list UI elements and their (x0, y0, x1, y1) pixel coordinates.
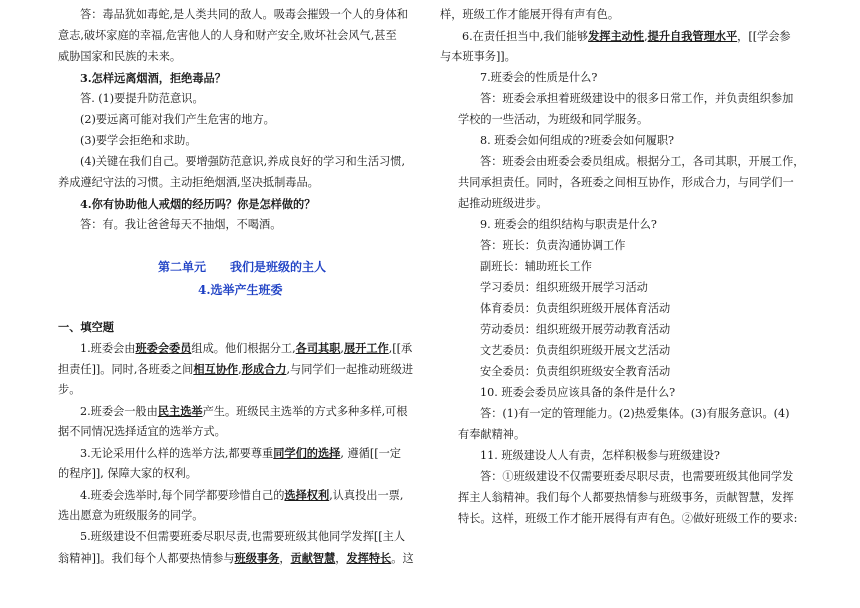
answer-blank: 展开工作 (343, 341, 389, 355)
answer-blank: 同学们的选择 (273, 446, 341, 460)
text-line: 体育委员：负责组织班级开展体育活动 (480, 302, 671, 315)
text-line: 答：班委会承担着班级建设中的很多日常工作，并负责组织参加 (480, 92, 794, 105)
answer-blank: 班级事务 (234, 551, 280, 565)
text-line: 共同承担责任。同时，各班委之间相互协作，形成合力，与同学们一 (458, 176, 794, 189)
answer-blank: 民主选举 (157, 404, 203, 418)
text-line: 答：毒品犹如毒蛇,是人类共同的敌人。吸毒会摧毁一个人的身体和 (80, 8, 408, 21)
answer-blank: 发挥主动性 (588, 29, 645, 43)
text-line: 的程序]], 保障大家的权利。 (58, 467, 197, 480)
answer-blank: 班委会委员 (135, 341, 192, 355)
text-line: 11. 班级建设人人有责，怎样积极参与班级建设? (480, 449, 720, 462)
answer-blank: 相互协作 (193, 362, 239, 376)
answer-blank: 各司其职 (295, 341, 341, 355)
text-line: 1.班委会由班委会委员组成。他们根据分工,各司其职,展开工作,[[承 (80, 341, 413, 355)
text-line: 意志,破坏家庭的幸福,危害他人的人身和财产安全,败坏社会风气,甚至 (58, 29, 397, 42)
text-line: 翁精神]]。我们每个人都要热情参与班级事务，贡献智慧，发挥特长。这 (58, 551, 414, 565)
text-line: 9. 班委会的组织结构与职责是什么? (480, 218, 657, 231)
text-line: 答：(1)有一定的管理能力。(2)热爱集体。(3)有服务意识。(4) (480, 407, 790, 420)
section-heading: 第二单元 我们是班级的主人 (158, 260, 327, 274)
answer-blank: 形成合力 (241, 362, 287, 376)
text-line: 起推动班级进步。 (458, 197, 548, 210)
answer-blank: 选择权利 (284, 488, 330, 502)
answer-blank: 提升自我管理水平 (647, 29, 738, 43)
text-line: 有奉献精神。 (458, 428, 526, 441)
text-line: 6.在责任担当中,我们能够发挥主动性,提升自我管理水平，[[学会参 (462, 29, 791, 43)
text-line: 特长。这样，班级工作才能开展得有声有色。②做好班级工作的要求: (458, 512, 798, 525)
text-line: 答. (1)要提升防范意识。 (80, 92, 204, 105)
text-line: 担责任]]。同时,各班委之间相互协作,形成合力,与同学们一起推动班级进 (58, 362, 414, 376)
text-line: 副班长：辅助班长工作 (480, 260, 592, 273)
text-line: 劳动委员：组织班级开展劳动教育活动 (480, 323, 671, 336)
text-line: 答：班委会由班委会委员组成。根据分工，各司其职，开展工作， (480, 155, 805, 168)
text-line: 学校的一些活动，为班级和同学服务。 (458, 113, 649, 126)
text-line: 学习委员：组织班级开展学习活动 (480, 281, 648, 294)
question-line: 3.怎样远离烟酒，拒绝毒品？ (80, 71, 226, 85)
text-line: 3.无论采用什么样的选举方法,都要尊重同学们的选择, 遵循[[一定 (80, 446, 401, 460)
text-line: 文艺委员：负责组织班级开展文艺活动 (480, 344, 671, 357)
text-line: 7.班委会的性质是什么? (480, 71, 598, 84)
text-line: 答：班长：负责沟通协调工作 (480, 239, 626, 252)
text-line: 步。 (58, 383, 81, 396)
question-line: 一、填空题 (58, 320, 114, 334)
text-line: 样，班级工作才能展开得有声有色。 (440, 8, 620, 21)
text-line: 4.班委会选举时,每个同学都要珍惜自己的选择权利,认真投出一票, (80, 488, 404, 502)
text-line: 威胁国家和民族的未来。 (58, 50, 182, 63)
text-line: 选出愿意为班级服务的同学。 (58, 509, 204, 522)
answer-blank: 贡献智慧 (290, 551, 336, 565)
text-line: (2)要远离可能对我们产生危害的地方。 (80, 113, 275, 126)
text-line: 挥主人翁精神。我们每个人都要热情参与班级事务，贡献智慧，发挥 (458, 491, 794, 504)
text-line: (3)要学会拒绝和求助。 (80, 134, 197, 147)
text-line: 据不同情况选择适宜的选举方式。 (58, 425, 226, 438)
answer-blank: 发挥特长 (346, 551, 392, 565)
text-line: 2.班委会一般由民主选举产生。班级民主选举的方式多种多样,可根 (80, 404, 408, 418)
text-line: 安全委员：负责组织班级安全教育活动 (480, 365, 671, 378)
text-line: 养成遵纪守法的习惯。主动拒绝烟酒,坚决抵制毒品。 (58, 176, 319, 189)
text-line: 与本班事务]]。 (440, 50, 516, 63)
question-line: 4.你有协助他人戒烟的经历吗？你是怎样做的？ (80, 197, 316, 211)
text-line: 答：①班级建设不仅需要班委尽职尽责，也需要班级其他同学发 (480, 470, 794, 483)
text-line: 5.班级建设不但需要班委尽职尽责,也需要班级其他同学发挥[[主人 (80, 530, 406, 543)
section-heading: 4.选举产生班委 (198, 283, 283, 297)
text-line: 答：有。我让爸爸每天不抽烟，不喝酒。 (80, 218, 282, 231)
text-line: 10. 班委会委员应该具备的条件是什么? (480, 386, 676, 399)
text-line: 8. 班委会如何组成的?班委会如何履职? (480, 134, 675, 147)
text-line: (4)关键在我们自己。要增强防范意识,养成良好的学习和生活习惯, (80, 155, 406, 168)
